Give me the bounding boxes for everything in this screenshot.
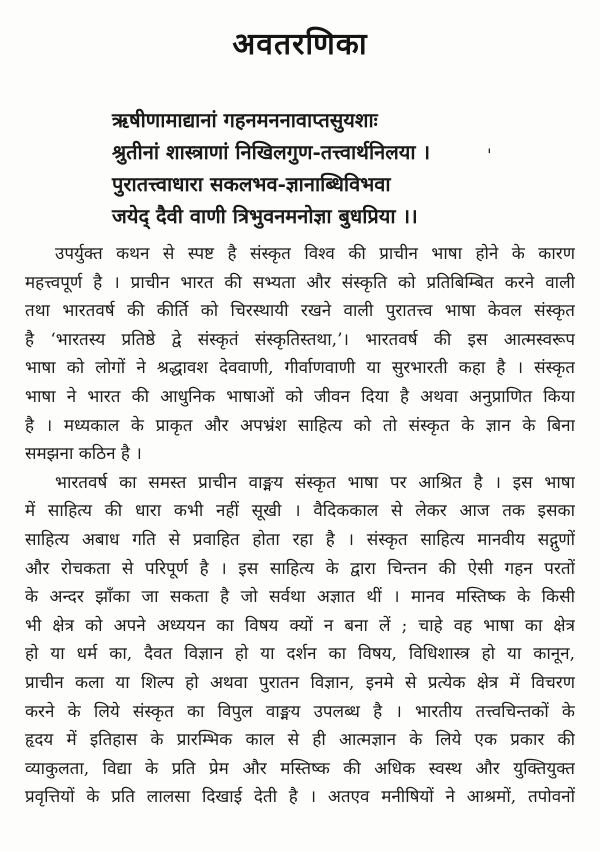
text-line: भी क्षेत्र को अपने अध्ययन का विषय क्यों न बना लें ; चाहे वह भाषा का क्षेत्र (25, 615, 575, 636)
page-title: अवतरणिका (232, 27, 368, 62)
paragraph (25, 240, 575, 469)
text-line: प्रवृत्तियों के प्रति लालसा दिखाई देती है । अतएव मनीषियों ने आश्रमों, तपोवनों (25, 787, 575, 808)
stray-quote-mark: ' (487, 146, 492, 166)
text-line: प्राचीन कला या शिल्प हो अथवा पुरातन विज्ञान, इनमे से प्रत्येक क्षेत्र में विचरण (25, 672, 575, 693)
verse-line: श्रुतीनां शास्त्राणां निखिलगुण-तत्त्वार्थनिलया । (112, 140, 431, 164)
text-line: हृदय में इतिहास के प्रारम्भिक काल से ही आत्मज्ञान के लिये एक प्रकार की (25, 730, 575, 751)
verse-line: जयेद् दैवी वाणी त्रिभुवनमनोज्ञा बुधप्रिया ।। (112, 204, 418, 228)
text-line: और रोचकता से परिपूर्ण है । इस साहित्य के द्वारा चिन्तन की ऐसी गहन परतों (25, 558, 575, 579)
text-line: है ‘भारतस्य प्रतिष्ठे द्वे संस्कृतं संस्कृतिस्तथा,’। भारतवर्ष की इस आत्मस्वरूप (25, 329, 575, 350)
text-line: हो या धर्म का, दैवत विज्ञान हो या दर्शन का विषय, विधिशास्त्र हो या कानून, (25, 644, 575, 665)
text-line: करने के लिये संस्कृत का विपुल वाङ्मय उपलब्ध है । भारतीय तत्त्वचिन्तकों के (25, 701, 575, 722)
text-line: के अन्दर झाँका जा सकता है जो सर्वथा अज्ञात थीं । मानव मस्तिष्क के किसी (25, 587, 575, 608)
verse-line: ऋषीणामाद्यानां गहनमननावाप्तसुयशाः (112, 108, 378, 132)
text-line: महत्त्वपूर्ण है । प्राचीन भारत की सभ्यता और संस्कृति को प्रतिबिम्बित करने वाली (25, 272, 575, 293)
sanskrit-verse (112, 104, 560, 232)
verse-line: पुरातत्त्वाधारा सकलभव-ज्ञानाब्धिविभवा (112, 172, 391, 196)
text-line: भाषा को लोगों ने श्रद्धावश देववाणी, गीर्वाणवाणी या सुरभारती कहा है । संस्कृत (25, 358, 575, 379)
text-line: है । मध्यकाल के प्राकृत और अपभ्रंश साहित्य को तो संस्कृत के ज्ञान के बिना (25, 415, 575, 436)
text-line: भाषा ने भारत की आधुनिक भाषाओं को जीवन दिया है अथवा अनुप्राणित किया (25, 386, 575, 407)
text-line: में साहित्य की धारा कभी नहीं सूखी । वैदिककाल से लेकर आज तक इसका (25, 501, 575, 522)
text-line: व्याकुलता, विद्या के प्रति प्रेम और मस्तिष्क की अधिक स्वस्थ और युक्तियुक्त (25, 758, 575, 779)
paragraph (25, 469, 575, 812)
body-text (25, 240, 575, 812)
text-line: उपर्युक्त कथन से स्पष्ट है संस्कृत विश्व की प्राचीन भाषा होने के कारण (55, 244, 575, 264)
text-line: साहित्य अबाध गति से प्रवाहित होता रहा है । संस्कृत साहित्य मानवीय सद्गुणों (25, 529, 575, 550)
text-line: भारतवर्ष का समस्त प्राचीन वाङ्मय संस्कृत भाषा पर आश्रित है । इस भाषा (55, 472, 575, 493)
text-line: तथा भारतवर्ष की कीर्ति को चिरस्थायी रखने वाली पुरातत्त्व भाषा केवल संस्कृत (25, 301, 575, 322)
text-line: समझना कठिन है । (25, 444, 142, 465)
